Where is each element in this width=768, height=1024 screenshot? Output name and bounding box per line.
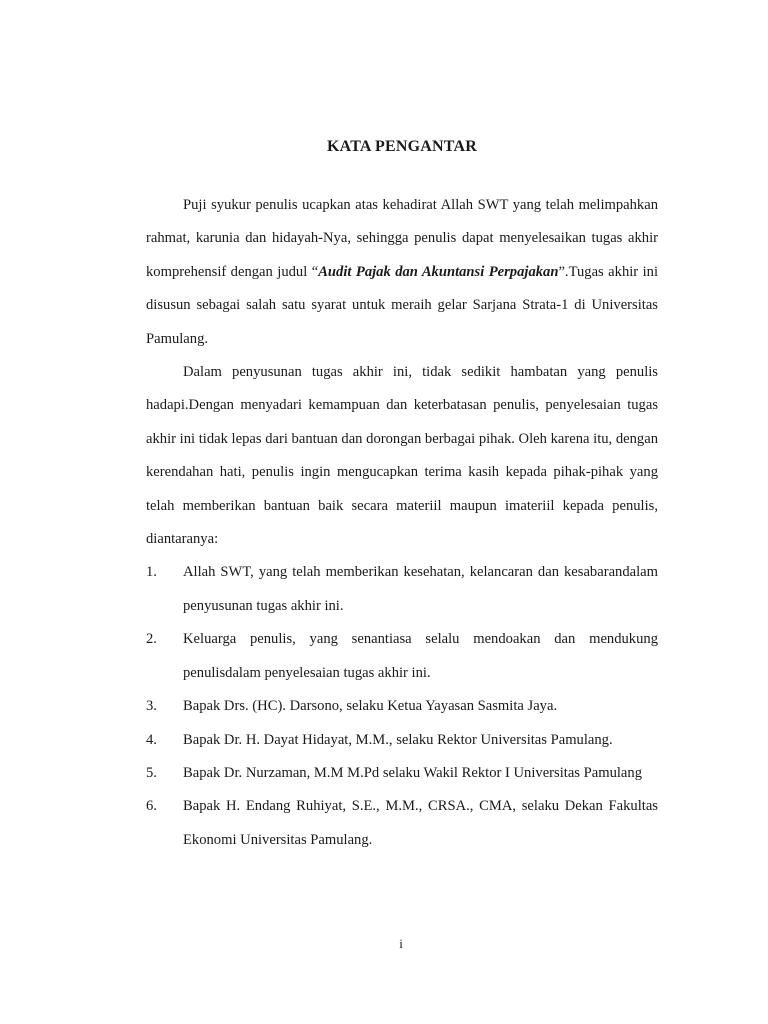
list-item-text: Bapak Dr. Nurzaman, M.M M.Pd selaku Wakil Rektor I Universitas Pamulang <box>183 764 642 781</box>
list-item <box>146 790 658 857</box>
list-item-number: 3. <box>146 698 157 715</box>
list-item-number: 2. <box>146 631 157 648</box>
paragraph-intro-text-before: Puji syukur penulis ucapkan atas kehadirat Allah SWT yang telah melimpahkan rahmat, karunia dan hidayah-Nya, sehingga penulis dapat menyelesaikan tugas akhir komprehensif dengan judul “ <box>146 197 658 280</box>
list-item <box>146 556 658 623</box>
paragraph-intro <box>146 189 658 356</box>
list-item-text: Allah SWT, yang telah memberikan kesehatan, kelancaran dan kesabarandalam penyusunan tugas akhir ini. <box>183 564 658 614</box>
list-item <box>146 690 658 723</box>
list-item-text: Keluarga penulis, yang senantiasa selalu mendoakan dan mendukung penulisdalam penyelesaian tugas akhir ini. <box>183 631 658 681</box>
thesis-title-emphasis: Audit Pajak dan Akuntansi Perpajakan <box>318 263 559 280</box>
page-number: i <box>399 936 403 951</box>
document-body <box>146 189 658 857</box>
acknowledgement-list <box>146 556 658 857</box>
list-item-number: 5. <box>146 764 157 781</box>
list-item-text: Bapak H. Endang Ruhiyat, S.E., M.M., CRSA., CMA, selaku Dekan Fakultas Ekonomi Universitas Pamulang. <box>183 798 658 848</box>
list-item-text: Bapak Dr. H. Dayat Hidayat, M.M., selaku Rektor Universitas Pamulang. <box>183 731 613 748</box>
page-title: KATA PENGANTAR <box>327 138 477 155</box>
list-item <box>146 623 658 690</box>
list-item-number: 6. <box>146 798 157 815</box>
list-item <box>146 757 658 790</box>
paragraph-acknowledgement: Dalam penyusunan tugas akhir ini, tidak sedikit hambatan yang penulis hadapi.Dengan menyadari kemampuan dan keterbatasan penulis, penyelesaian tugas akhir ini tidak lepas dari bantuan dan dorongan berbagai pihak. Oleh karena itu, dengan kerendahan hati, penulis ingin mengucapkan terima kasih kepada pihak-pihak yang telah memberikan bantuan baik secara materiil maupun imateriil kepada penulis, diantaranya: <box>146 364 658 548</box>
paragraph-intro-text-after: ”.Tugas akhir ini disusun sebagai salah satu syarat untuk meraih gelar Sarjana Strata-1 di Universitas Pamulang. <box>146 263 659 347</box>
list-item-number: 1. <box>146 564 157 581</box>
list-item-text: Bapak Drs. (HC). Darsono, selaku Ketua Yayasan Sasmita Jaya. <box>183 698 558 715</box>
list-item <box>146 724 658 757</box>
list-item-number: 4. <box>146 731 157 748</box>
